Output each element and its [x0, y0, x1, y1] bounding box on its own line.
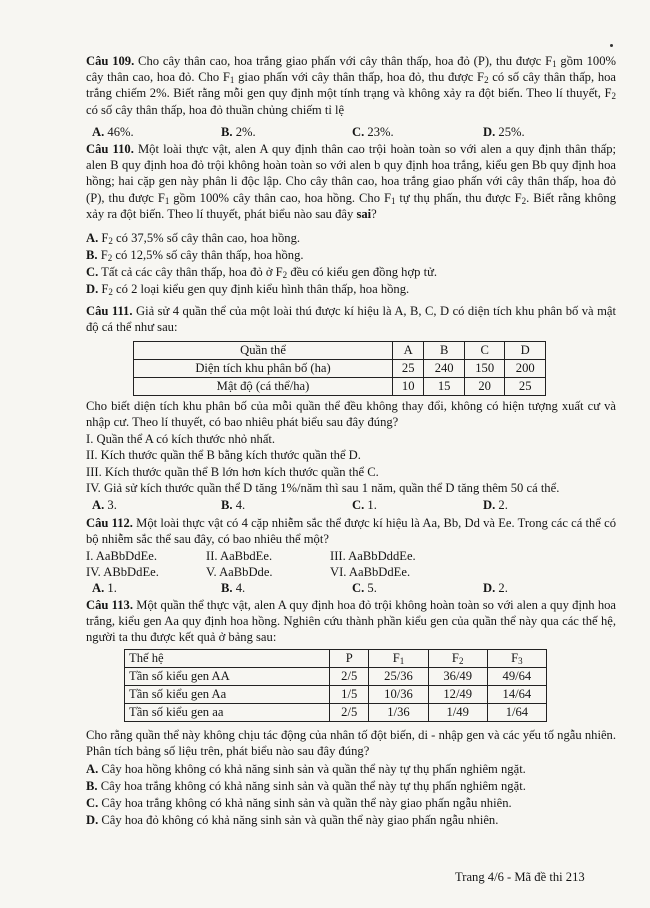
table-cell: B — [424, 342, 465, 360]
table-cell: 12/49 — [428, 686, 487, 704]
q109-number: Câu 109. — [86, 54, 135, 68]
table-cell: 200 — [505, 360, 546, 378]
q111-intro: Giả sử 4 quần thể của một loài thú được kí hiệu là A, B, C, D có diện tích khu phân bố và mật độ cá thể như sau: — [86, 304, 616, 335]
table-row — [134, 360, 546, 378]
q113-option-a: A. Cây hoa hồng không có khả năng sinh sản và quần thể này tự thụ phấn nghiêm ngặt. — [86, 762, 526, 776]
q109-sub-1: 1 — [552, 59, 557, 69]
q110-option-d: D. $F_2$ có 2 loại kiểu gen quy định kiểu hình thân thấp, hoa hồng. — [86, 282, 410, 297]
table-cell: Diện tích khu phân bố (ha) — [134, 360, 393, 378]
q110-sai: sai — [356, 206, 372, 221]
q112-option-c: C. 5. — [352, 581, 377, 595]
q109-text-4: có số cây thân thấp, hoa trắng chiếm 2%. Biết rằng mỗi gen quy định một tính trạng và không xảy ra đột biến. Theo lí thuyết, F — [86, 70, 616, 101]
table-cell: 240 — [424, 360, 465, 378]
question-109 — [86, 53, 616, 118]
table-row — [125, 650, 547, 668]
table-cell: Mật độ (cá thể/ha) — [134, 378, 393, 396]
q111-statement-1: I. Quần thể A có kích thước nhỏ nhất. — [86, 432, 276, 446]
q112-genotype-6: VI. AaBbDdEe. — [330, 565, 411, 579]
q112-option-a: A. 1. — [92, 581, 117, 595]
q113-intro: Một quần thể thực vật, alen A quy định hoa đỏ trội không hoàn toàn so với alen a quy định hoa trắng, kiểu gen Aa quy định hoa hồng. Nghiên cứu thành phần kiểu gen của quần thể này qua các thế hệ, người ta thu được kết quả ở bảng sau: — [86, 598, 616, 645]
q109-option-c: C. 23%. — [352, 125, 394, 139]
q111-statement-2: II. Kích thước quần thể B bằng kích thước quần thể D. — [86, 448, 361, 462]
table-row — [125, 686, 547, 704]
q109-option-a: A. 46%. — [92, 125, 134, 139]
q111-number: Câu 111. — [86, 304, 133, 318]
q109-text-2: gồm 100% cây thân cao, hoa đỏ. Cho F — [86, 54, 616, 85]
table-cell: 36/49 — [428, 668, 487, 686]
q110-text-3: tự thụ phấn, thu được F — [395, 190, 522, 205]
table-cell: P — [330, 650, 369, 668]
q112-option-b: B. 4. — [221, 581, 246, 595]
q113-after: Cho rằng quần thể này không chịu tác động của nhân tố đột biến, di - nhập gen và các yếu tố ngẫu nhiên. Phân tích bảng số liệu trên, phát biểu nào sau đây đúng? — [86, 728, 616, 759]
table-cell: 49/64 — [487, 668, 546, 686]
scan-speck — [610, 44, 613, 47]
table-cell: 1/49 — [428, 704, 487, 722]
table-cell: 1/64 — [487, 704, 546, 722]
q109-text-1: Cho cây thân cao, hoa trắng giao phấn với cây thân thấp, hoa đỏ (P), thu được F — [134, 54, 553, 68]
question-110 — [86, 141, 616, 222]
table-cell: D — [505, 342, 546, 360]
q111-option-c: C. 1. — [352, 498, 377, 512]
q110-sub-3: 2 — [521, 195, 527, 206]
table-cell: Thế hệ — [125, 650, 330, 668]
page-footer: Trang 4/6 - Mã đề thi 213 — [455, 870, 585, 884]
q109-option-b: B. 2%. — [221, 125, 256, 139]
q113-option-b: B. Cây hoa trắng không có khả năng sinh sản và quần thể này tự thụ phấn nghiêm ngặt. — [86, 779, 526, 793]
table-cell: A — [393, 342, 424, 360]
q113-option-c: C. Cây hoa trắng không có khả năng sinh sản và quần thể này giao phấn ngẫu nhiên. — [86, 796, 512, 810]
q113-option-d: D. Cây hoa đỏ không có khả năng sinh sản và quần thể này giao phấn ngẫu nhiên. — [86, 813, 499, 827]
table-cell: 10/36 — [369, 686, 428, 704]
q111-statement-4: IV. Giả sử kích thước quần thể D tăng 1%/năm thì sau 1 năm, quần thể D tăng thêm 50 cá thể. — [86, 481, 560, 495]
table-cell: $F_3$ — [487, 650, 546, 668]
table-cell: 25/36 — [369, 668, 428, 686]
table-cell: 25 — [505, 378, 546, 396]
table-cell: 15 — [424, 378, 465, 396]
table-cell: 25 — [393, 360, 424, 378]
q111-option-d: D. 2. — [483, 498, 508, 512]
q109-option-d: D. 25%. — [483, 125, 525, 139]
table-cell: 20 — [464, 378, 505, 396]
q112-genotype-4: IV. ABbDdEe. — [86, 565, 159, 579]
q109-text-5: có số cây thân thấp, hoa đỏ thuần chủng chiếm tỉ lệ — [86, 102, 345, 117]
table-row — [134, 342, 546, 360]
q113-table — [124, 649, 547, 722]
q111-option-a: A. 3. — [92, 498, 117, 512]
table-cell: $F_1$ — [369, 650, 428, 668]
table-row — [134, 378, 546, 396]
table-cell: Quần thể — [134, 342, 393, 360]
q111-statement-3: III. Kích thước quần thể B lớn hơn kích thước quần thể C. — [86, 465, 379, 479]
table-row — [125, 668, 547, 686]
table-cell: 150 — [464, 360, 505, 378]
q113-number: Câu 113. — [86, 598, 134, 612]
table-cell: Tần số kiểu gen Aa — [125, 686, 330, 704]
q110-sub-2: 1 — [390, 195, 396, 206]
q110-option-b: B. $F_2$ có 12,5% số cây thân thấp, hoa hồng. — [86, 248, 304, 263]
q110-text-4: . Biết rằng không xảy ra đột biến. Theo lí thuyết, phát biểu nào sau đây — [86, 190, 616, 221]
q111-option-b: B. 4. — [221, 498, 246, 512]
q112-genotype-1: I. AaBbDdEe. — [86, 549, 157, 563]
table-cell: 10 — [393, 378, 424, 396]
table-row — [125, 704, 547, 722]
q110-option-a: A. $F_2$ có 37,5% số cây thân cao, hoa hồng. — [86, 231, 301, 246]
q109-sub-2: 1 — [229, 75, 235, 86]
q110-option-c: C. Tất cả các cây thân thấp, hoa đỏ ở $F_2$ đều có kiểu gen đồng hợp tử. — [86, 265, 438, 280]
q112-intro: Một loài thực vật có 4 cặp nhiễm sắc thể được kí hiệu là Aa, Bb, Dd và Ee. Trong các cá thể có bộ nhiễm sắc thể sau đây, có bao nhiêu thể một? — [86, 516, 616, 547]
table-cell: Tần số kiểu gen AA — [125, 668, 330, 686]
q112-number: Câu 112. — [86, 516, 133, 530]
question-113 — [86, 597, 616, 646]
table-cell: 2/5 — [330, 704, 369, 722]
q110-sub-1: 1 — [164, 195, 170, 206]
table-cell: 1/36 — [369, 704, 428, 722]
q110-qmark: ? — [371, 206, 377, 221]
q109-sub-4: 2 — [611, 91, 616, 102]
table-cell: 14/64 — [487, 686, 546, 704]
q112-option-d: D. 2. — [483, 581, 508, 595]
q110-text-1: Một loài thực vật, alen A quy định thân cao trội hoàn toàn so với alen a quy định thân thấp; alen B quy định hoa đỏ trội không hoàn toàn so với alen b quy định hoa trắng, kiểu gen Bb quy định hoa hồng; hai cặp gen này phân li độc lập. Cho cây thân cao, hoa trắng giao phấn với cây thân thấp, hoa đỏ (P), thu được F — [86, 142, 617, 205]
q111-after: Cho biết diện tích khu phân bố của mỗi quần thể đều không thay đổi, không có hiện tượng xuất cư và nhập cư. Theo lí thuyết, có bao nhiêu phát biểu sau đây đúng? — [86, 399, 616, 430]
q109-text-3: giao phấn với cây thân thấp, hoa đỏ, thu được F — [234, 70, 485, 85]
q109-sub-3: 2 — [484, 75, 489, 86]
question-111 — [86, 303, 616, 335]
question-112 — [86, 515, 616, 547]
q111-table — [133, 341, 546, 396]
table-cell: 2/5 — [330, 668, 369, 686]
table-cell: $F_2$ — [428, 650, 487, 668]
table-cell: Tần số kiểu gen aa — [125, 704, 330, 722]
table-cell: C — [464, 342, 505, 360]
q112-genotype-3: III. AaBbDddEe. — [330, 549, 416, 563]
q112-genotype-5: V. AaBbDde. — [206, 565, 273, 579]
q110-number: Câu 110. — [86, 142, 134, 156]
table-cell: 1/5 — [330, 686, 369, 704]
q110-text-2: gồm 100% cây thân cao, hoa hồng. Cho F — [169, 190, 391, 205]
q112-genotype-2: II. AaBbdEe. — [206, 549, 273, 563]
